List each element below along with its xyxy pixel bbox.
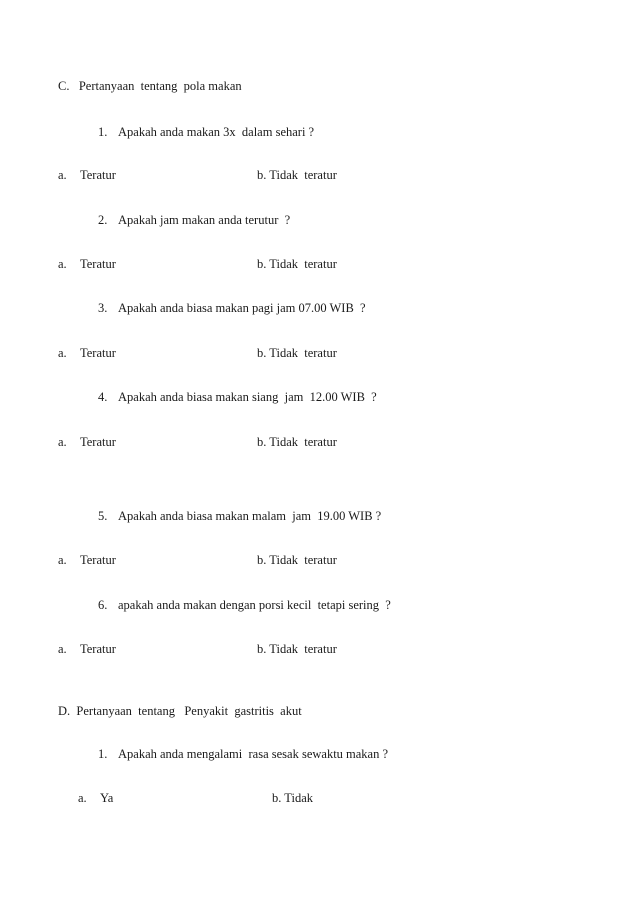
option-a-c3 <box>58 345 116 361</box>
option-label: a. <box>78 791 87 805</box>
question-c4 <box>98 389 377 405</box>
option-a-text: Teratur <box>80 168 116 182</box>
option-b-c1: b. Tidak teratur <box>257 168 337 182</box>
section-c-heading: C. Pertanyaan tentang pola makan <box>58 79 242 93</box>
option-b-c6: b. Tidak teratur <box>257 642 337 656</box>
option-label: a. <box>58 168 67 182</box>
option-a-text: Teratur <box>80 435 116 449</box>
option-b-c4: b. Tidak teratur <box>257 435 337 449</box>
option-a-text: Teratur <box>80 257 116 271</box>
option-a-c5 <box>58 552 116 568</box>
question-text: Apakah jam makan anda terutur ? <box>118 213 291 227</box>
option-label: a. <box>58 435 67 449</box>
question-text: apakah anda makan dengan porsi kecil tetapi sering ? <box>118 598 391 612</box>
question-c5 <box>98 508 381 524</box>
question-number: 1. <box>98 747 108 761</box>
option-label: a. <box>58 553 67 567</box>
question-number: 5. <box>98 509 108 523</box>
section-d-heading: D. Pertanyaan tentang Penyakit gastritis akut <box>58 704 302 718</box>
option-a-text: Ya <box>100 791 114 805</box>
question-c3 <box>98 300 366 316</box>
option-label: a. <box>58 257 67 271</box>
option-a-text: Teratur <box>80 553 116 567</box>
question-c6 <box>98 597 391 613</box>
option-label: a. <box>58 642 67 656</box>
question-text: Apakah anda biasa makan malam jam 19.00 WIB ? <box>118 509 382 523</box>
question-d1 <box>98 746 388 762</box>
option-a-c2 <box>58 256 116 272</box>
question-text: Apakah anda mengalami rasa sesak sewaktu makan ? <box>118 747 389 761</box>
option-b-c5: b. Tidak teratur <box>257 553 337 567</box>
question-number: 3. <box>98 301 108 315</box>
question-number: 4. <box>98 390 108 404</box>
option-a-c6 <box>58 641 116 657</box>
option-label: a. <box>58 346 67 360</box>
option-a-c4 <box>58 434 116 450</box>
question-number: 2. <box>98 213 108 227</box>
question-text: Apakah anda biasa makan siang jam 12.00 WIB ? <box>118 390 377 404</box>
question-number: 6. <box>98 598 108 612</box>
question-number: 1. <box>98 125 108 139</box>
question-text: Apakah anda biasa makan pagi jam 07.00 WIB ? <box>118 301 366 315</box>
option-a-d1 <box>78 790 113 806</box>
question-c1 <box>98 124 314 140</box>
question-text: Apakah anda makan 3x dalam sehari ? <box>118 125 315 139</box>
option-a-text: Teratur <box>80 642 116 656</box>
question-c2 <box>98 212 290 228</box>
option-b-c2: b. Tidak teratur <box>257 257 337 271</box>
option-b-d1: b. Tidak <box>272 791 313 805</box>
option-a-c1 <box>58 167 116 183</box>
option-b-c3: b. Tidak teratur <box>257 346 337 360</box>
option-a-text: Teratur <box>80 346 116 360</box>
